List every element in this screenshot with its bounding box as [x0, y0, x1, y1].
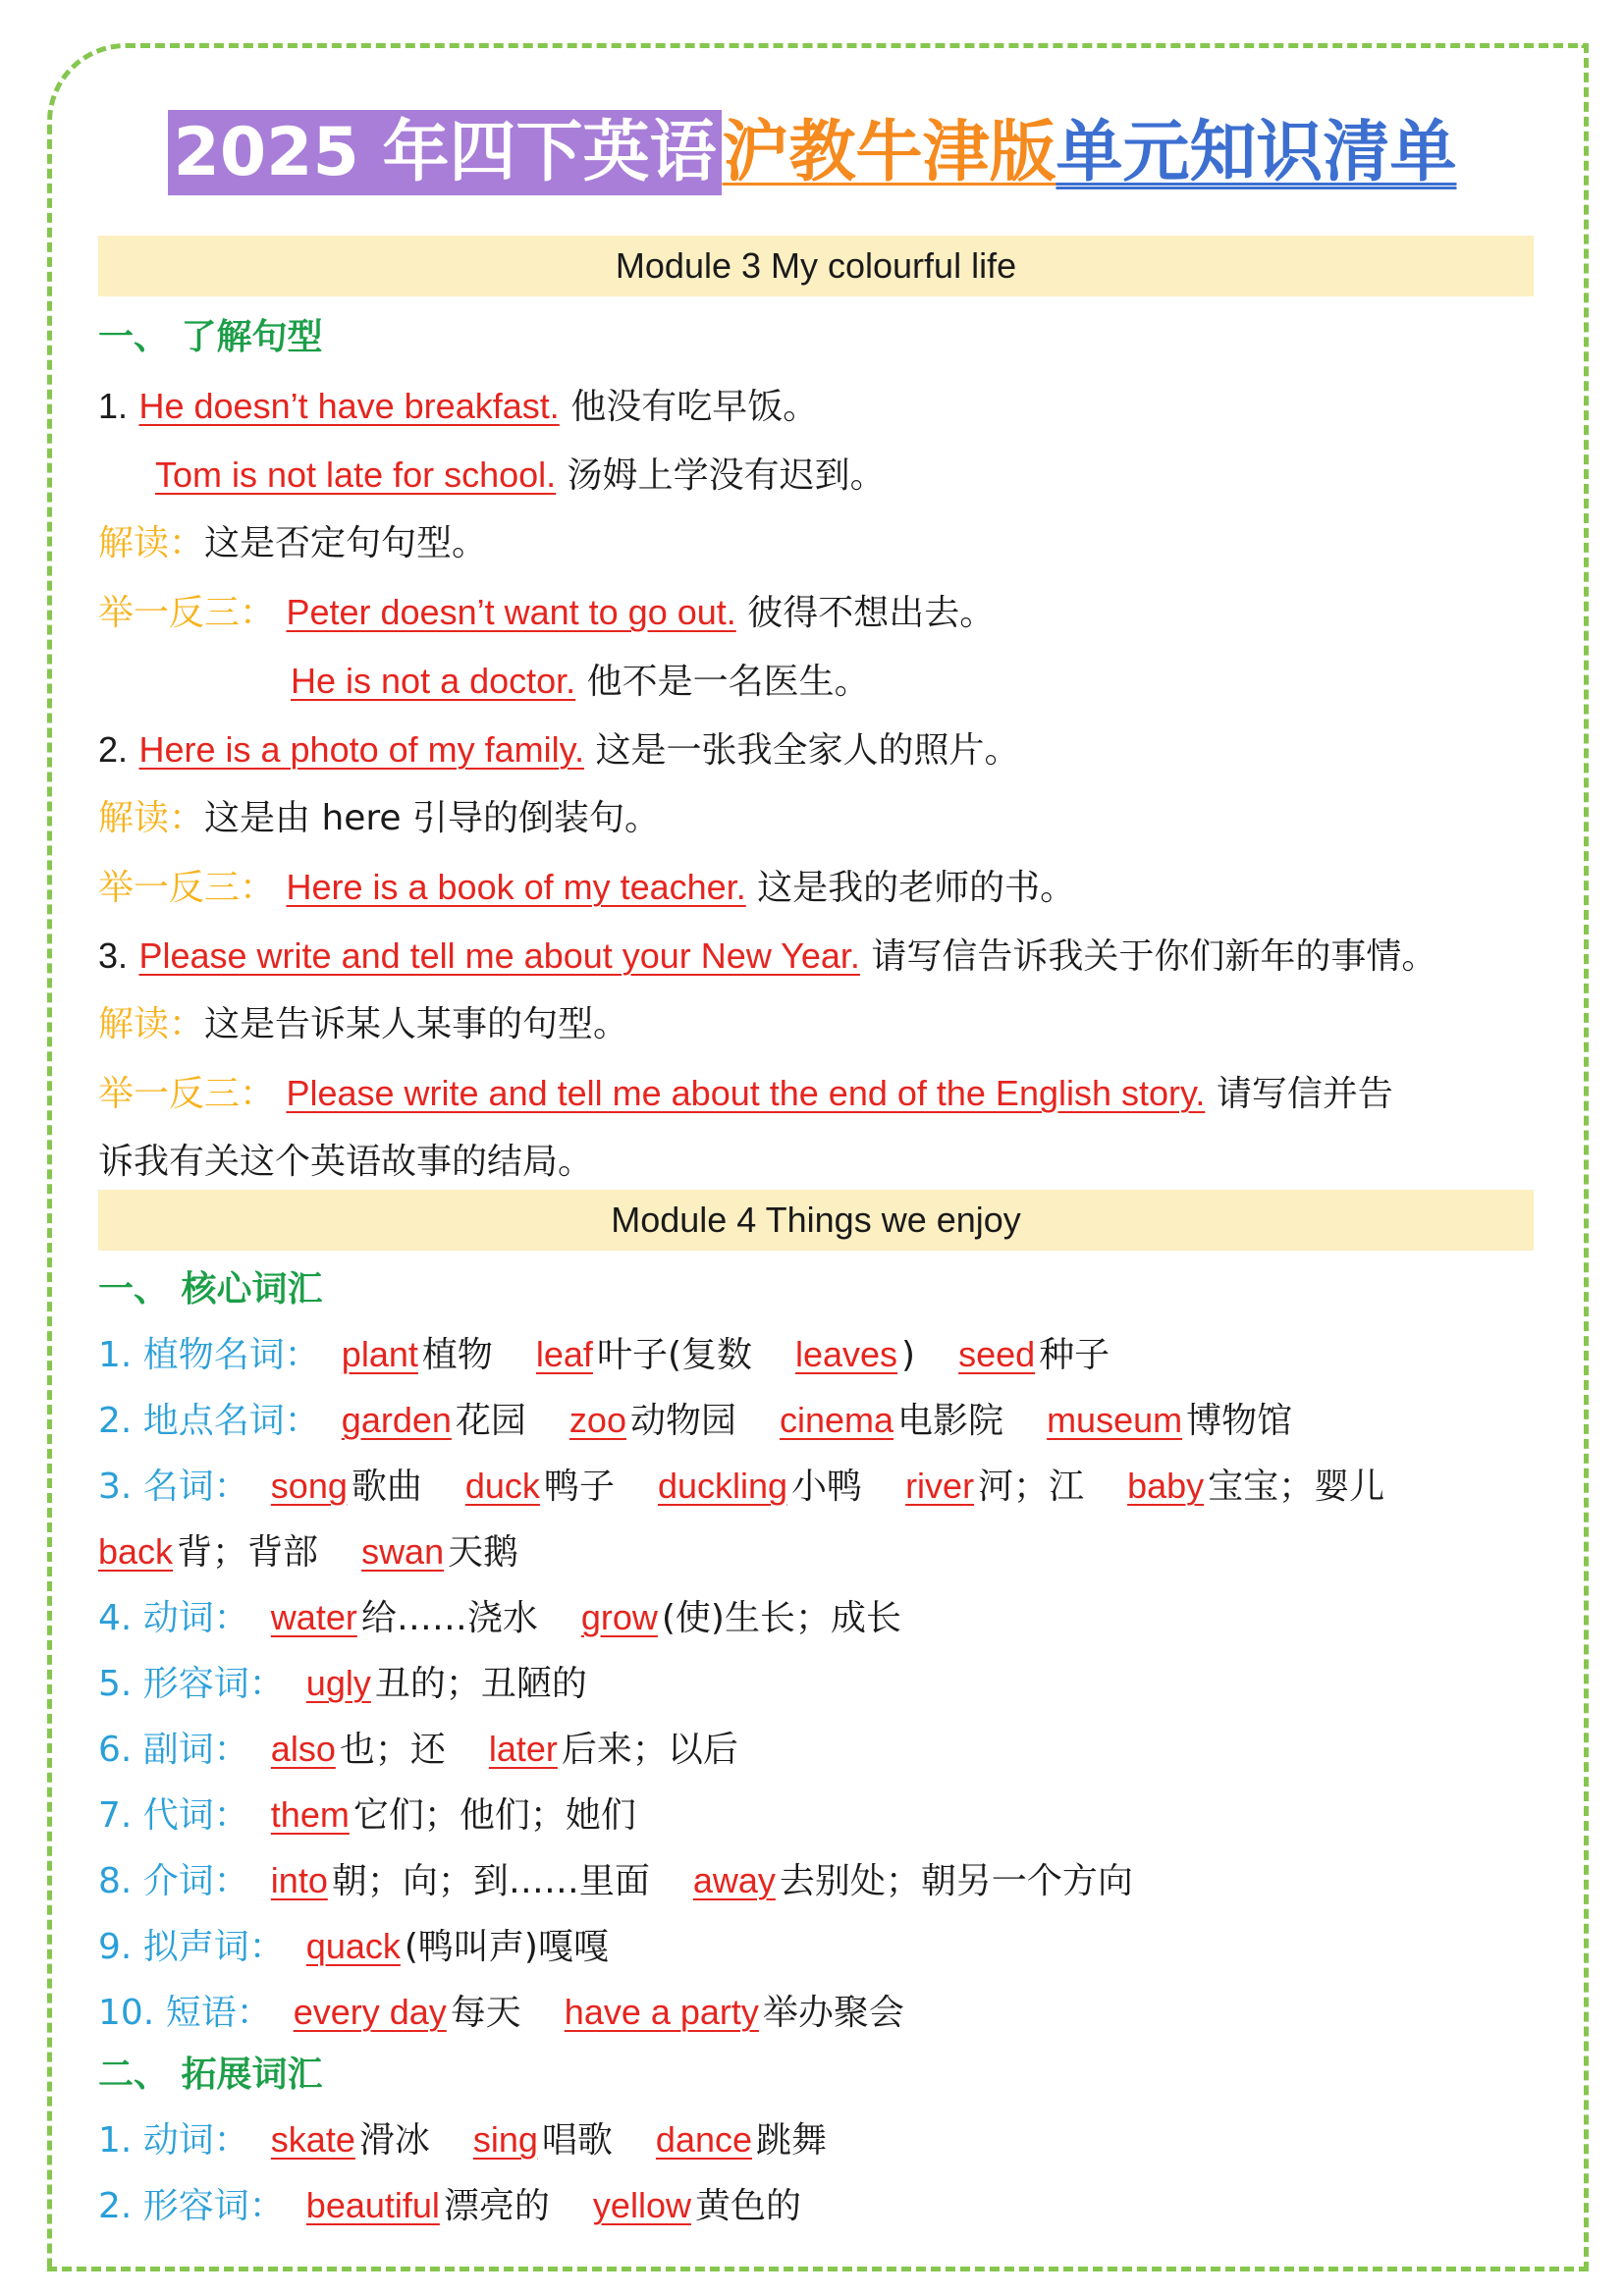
vocabulary-word: baby — [1127, 1466, 1205, 1506]
vocabulary-meaning: 给……浇水 — [360, 1598, 538, 1638]
vocabulary-row — [98, 2180, 801, 2232]
vocabulary-meaning: 去别处；朝另一个方向 — [779, 1861, 1133, 1901]
sentence-english: He doesn’t have breakfast. — [138, 386, 560, 426]
vocabulary-word: also — [270, 1729, 336, 1769]
vocabulary-meaning: (鸭叫声)嘎嘎 — [404, 1927, 609, 1967]
section-heading-core-vocabulary: 一、 核心词汇 — [98, 1269, 323, 1309]
sentence-number: 2. — [98, 729, 129, 770]
sentence-1b — [155, 450, 886, 502]
explanation-label: 解读： — [98, 1004, 205, 1044]
example-english: Please write and tell me about the end of the English story. — [286, 1073, 1206, 1113]
example-label: 举一反三： — [98, 868, 276, 908]
vocabulary-meaning: 叶子(复数 — [596, 1335, 752, 1375]
explanation-label: 解读： — [98, 798, 205, 838]
vocabulary-row — [98, 1789, 636, 1842]
explanation-3 — [98, 999, 628, 1050]
vocabulary-row — [98, 1526, 518, 1578]
sentence-chinese: 他没有吃早饭。 — [570, 387, 819, 427]
vocabulary-word: ugly — [305, 1663, 371, 1703]
vocabulary-meaning: 植物 — [421, 1335, 493, 1375]
example-english: He is not a doctor. — [291, 661, 576, 701]
vocabulary-meaning: 花园 — [455, 1401, 526, 1441]
explanation-text: 这是告诉某人某事的句型。 — [204, 1004, 629, 1044]
example-label: 举一反三： — [98, 593, 276, 633]
vocabulary-row — [98, 1921, 609, 1973]
vocabulary-word: duckling — [657, 1466, 788, 1506]
vocabulary-meaning: 天鹅 — [448, 1532, 519, 1573]
vocabulary-meaning: 跳舞 — [756, 2120, 828, 2161]
vocabulary-word: later — [488, 1729, 558, 1769]
vocabulary-category-label: 4. 动词： — [98, 1598, 249, 1638]
vocabulary-word: into — [270, 1860, 328, 1900]
sentence-number: 1. — [98, 386, 129, 426]
explanation-text: 这是由 here 引导的倒装句。 — [204, 798, 661, 838]
explanation-text: 这是否定句句型。 — [204, 523, 488, 563]
sentence-number: 3. — [98, 935, 129, 976]
vocabulary-word: museum — [1047, 1400, 1183, 1440]
module3-header: Module 3 My colourful life — [98, 236, 1534, 296]
vocabulary-word: river — [905, 1466, 975, 1506]
example-chinese: 他不是一名医生。 — [586, 662, 870, 702]
vocabulary-meaning: 河；江 — [978, 1467, 1085, 1507]
sentence-1 — [98, 381, 818, 433]
title-part-grade: 2025 年四下英语 — [168, 110, 723, 195]
vocabulary-word: plant — [341, 1334, 418, 1374]
example-chinese: 彼得不想出去。 — [747, 593, 996, 633]
vocabulary-word: swan — [361, 1531, 445, 1572]
vocabulary-category-label: 2. 形容词： — [98, 2186, 285, 2226]
vocabulary-word: every day — [293, 1992, 447, 2032]
example-3 — [98, 1068, 1393, 1120]
vocabulary-meaning: 每天 — [450, 1993, 521, 2033]
vocabulary-meaning: 它们；他们；她们 — [352, 1795, 636, 1836]
vocabulary-category-label: 9. 拟声词： — [98, 1927, 285, 1967]
example-chinese: 请写信并告 — [1216, 1074, 1393, 1114]
vocabulary-word: beautiful — [305, 2185, 440, 2225]
sentence-2 — [98, 724, 1019, 776]
page-title — [0, 108, 1624, 198]
title-part-edition: 沪教牛津版 — [722, 114, 1056, 191]
example-1b — [291, 656, 870, 708]
example-chinese: 这是我的老师的书。 — [757, 868, 1076, 908]
vocabulary-meaning: 唱歌 — [541, 2120, 613, 2161]
vocabulary-word: sing — [472, 2119, 538, 2160]
vocabulary-word: skate — [270, 2119, 355, 2160]
vocabulary-word: away — [692, 1860, 776, 1900]
sentence-english: Tom is not late for school. — [155, 454, 557, 495]
vocabulary-meaning: 滑冰 — [358, 2120, 430, 2161]
vocabulary-category-label: 6. 副词： — [98, 1730, 249, 1770]
vocabulary-word: quack — [305, 1926, 401, 1966]
vocabulary-word: garden — [341, 1400, 452, 1440]
vocabulary-meaning: 动物园 — [629, 1401, 736, 1441]
vocabulary-category-label: 2. 地点名词： — [98, 1401, 320, 1441]
vocabulary-row — [98, 1658, 587, 1710]
vocabulary-meaning: 博物馆 — [1186, 1401, 1293, 1441]
vocabulary-word: yellow — [592, 2185, 691, 2225]
vocabulary-meaning: 种子 — [1039, 1335, 1110, 1375]
vocabulary-category-label: 1. 动词： — [98, 2120, 249, 2161]
vocabulary-row — [98, 1592, 901, 1644]
vocabulary-word: them — [270, 1794, 350, 1835]
vocabulary-meaning: 歌曲 — [351, 1467, 422, 1507]
sentence-chinese: 汤姆上学没有迟到。 — [567, 455, 886, 496]
vocabulary-meaning: 后来；以后 — [561, 1730, 738, 1770]
vocabulary-meaning: 举办聚会 — [762, 1993, 904, 2033]
sentence-chinese: 这是一张我全家人的照片。 — [595, 730, 1020, 771]
vocabulary-word: duck — [464, 1466, 540, 1506]
vocabulary-category-label: 7. 代词： — [98, 1795, 249, 1836]
example-2 — [98, 862, 1075, 914]
vocabulary-meaning: 朝；向；到……里面 — [331, 1861, 650, 1901]
example-label: 举一反三： — [98, 1074, 276, 1114]
vocabulary-word: water — [270, 1597, 357, 1637]
vocabulary-row — [98, 1987, 904, 2039]
example-english: Here is a book of my teacher. — [286, 867, 746, 907]
sentence-english: Here is a photo of my family. — [138, 729, 584, 770]
vocabulary-word: grow — [580, 1597, 658, 1637]
vocabulary-category-label: 1. 植物名词： — [98, 1335, 320, 1375]
vocabulary-word: back — [98, 1531, 174, 1572]
vocabulary-meaning: 漂亮的 — [443, 2186, 550, 2226]
explanation-2 — [98, 793, 660, 844]
vocabulary-category-label: 8. 介词： — [98, 1861, 249, 1901]
explanation-1 — [98, 518, 487, 569]
vocabulary-category-label: 10. 短语： — [98, 1993, 272, 2033]
vocabulary-meaning: 宝宝；婴儿 — [1208, 1467, 1385, 1507]
vocabulary-word: zoo — [568, 1400, 626, 1440]
example-3-continued — [98, 1137, 593, 1188]
module4-header: Module 4 Things we enjoy — [98, 1190, 1534, 1251]
vocabulary-row — [98, 1724, 738, 1776]
example-english: Peter doesn’t want to go out. — [286, 592, 736, 632]
vocabulary-meaning: 鸭子 — [543, 1467, 615, 1507]
title-part-checklist: 单元知识清单 — [1056, 114, 1457, 191]
vocabulary-meaning: 小鸭 — [791, 1467, 863, 1507]
vocabulary-word: leaf — [535, 1334, 593, 1374]
vocabulary-category-label: 5. 形容词： — [98, 1664, 285, 1704]
vocabulary-word: seed — [958, 1334, 1036, 1374]
vocabulary-word: dance — [655, 2119, 753, 2160]
vocabulary-meaning: 电影院 — [897, 1401, 1004, 1441]
vocabulary-row — [98, 1461, 1384, 1513]
vocabulary-meaning: (使)生长；成长 — [661, 1598, 901, 1638]
sentence-3 — [98, 931, 1436, 983]
vocabulary-meaning: 黄色的 — [694, 2186, 801, 2226]
explanation-label: 解读： — [98, 523, 205, 563]
vocabulary-row — [98, 1395, 1292, 1447]
vocabulary-meaning: ) — [901, 1335, 916, 1375]
sentence-chinese: 请写信告诉我关于你们新年的事情。 — [871, 936, 1437, 977]
example-1a — [98, 587, 995, 639]
vocabulary-word: song — [270, 1466, 348, 1506]
sentence-english: Please write and tell me about your New Year. — [138, 935, 860, 976]
vocabulary-word: have a party — [564, 1992, 759, 2032]
vocabulary-row — [98, 2114, 827, 2166]
vocabulary-meaning: 背；背部 — [177, 1532, 319, 1573]
vocabulary-word: leaves — [794, 1334, 898, 1374]
vocabulary-category-label: 3. 名词： — [98, 1467, 249, 1507]
section-heading-extended-vocabulary: 二、 拓展词汇 — [98, 2055, 323, 2095]
vocabulary-row — [98, 1329, 1110, 1381]
vocabulary-row — [98, 1855, 1133, 1907]
section-heading-sentence-patterns: 一、 了解句型 — [98, 317, 323, 357]
vocabulary-word: cinema — [779, 1400, 894, 1440]
vocabulary-meaning: 丑的；丑陋的 — [374, 1664, 587, 1704]
vocabulary-meaning: 也；还 — [339, 1730, 446, 1770]
example-chinese-continued: 诉我有关这个英语故事的结局。 — [98, 1142, 594, 1182]
